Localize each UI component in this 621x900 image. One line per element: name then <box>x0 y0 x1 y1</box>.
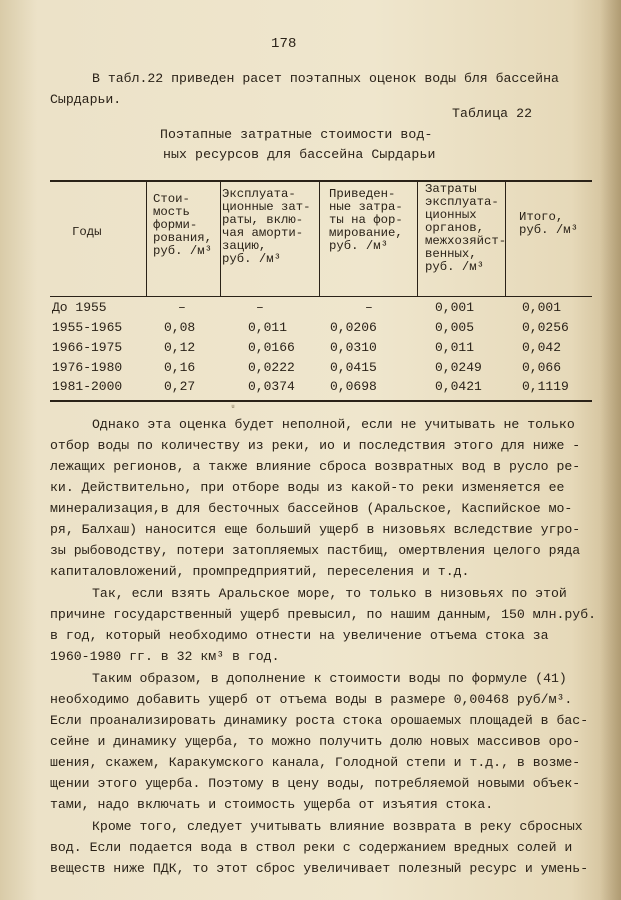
text-line: ки. Действительно, при отборе воды из какой-то реки изменяется ее <box>50 480 565 495</box>
page-number: 178 <box>271 36 297 52</box>
cell-value: 0,0421 <box>435 379 482 394</box>
cell-value: 0,001 <box>435 300 475 315</box>
cell-year: 1955-1965 <box>52 320 123 335</box>
column-header-operating-bodies: Затраты эксплуата- ционных органов, межхозяйст- венных, руб. /м³ <box>425 182 507 274</box>
cell-value: 0,1119 <box>522 379 569 394</box>
text-line: капиталовложений, промпредприятий, переселения и т.д. <box>50 564 470 579</box>
text-line: вод. Если подается вода в ствол реки с содержанием вредных солей и <box>50 840 573 855</box>
cell-value: 0,0374 <box>248 379 295 394</box>
cell-value: 0,066 <box>522 360 562 375</box>
text-line: Сырдарьи. <box>50 92 122 107</box>
text-line: Если проанализировать динамику роста стока орошаемых площадей в бас- <box>50 713 589 728</box>
cell-value: 0,0698 <box>330 379 377 394</box>
column-header-total: Итого, руб. /м³ <box>519 210 579 237</box>
cell-year: 1981-2000 <box>52 379 123 394</box>
cell-value: 0,011 <box>248 320 288 335</box>
cell-value: 0,0206 <box>330 320 377 335</box>
text-line: зы рыбоводству, потери затопляемых пастбищ, омертвления целого ряда <box>50 543 581 558</box>
table-top-rule <box>50 180 592 182</box>
cell-value: 0,001 <box>522 300 562 315</box>
table-title-line: Поэтапные затратные стоимости вод- <box>160 127 433 142</box>
cell-value: – <box>256 300 264 315</box>
cell-value: – <box>365 300 373 315</box>
cell-value: 0,0310 <box>330 340 377 355</box>
table-bottom-rule <box>50 400 592 402</box>
column-header-reduced-costs: Приведен- ные затра- ты на фор- мирование, руб. /м³ <box>329 187 403 253</box>
column-header-operating-costs: Эксплуата- ционные зат- раты, вклю- чая аморти- зацию, руб. /м³ <box>222 187 311 266</box>
text-line: ря, Балхаш) наносится еще больший ущерб в низовьях вследствие угро- <box>50 522 581 537</box>
column-divider <box>146 180 147 297</box>
text-line: необходимо добавить ущерб от отъема воды в размере 0,00468 руб/м³. <box>50 692 573 707</box>
cell-value: 0,27 <box>164 379 196 394</box>
cell-value: 0,0166 <box>248 340 295 355</box>
cell-value: 0,08 <box>164 320 196 335</box>
text-line: шения, скажем, Каракумского канала, Голодной степи и т.д., в возме- <box>50 755 581 770</box>
cell-value: 0,0256 <box>522 320 569 335</box>
cell-year: 1976-1980 <box>52 360 123 375</box>
table-caption: Таблица 22 <box>452 106 533 121</box>
text-line: Кроме того, следует учитывать влияние возврата в реку сбросных <box>92 819 583 834</box>
cell-value: 0,011 <box>435 340 475 355</box>
text-line: сейне и динамику ущерба, то можно получить долю новых массивов оро- <box>50 734 581 749</box>
cell-value: 0,16 <box>164 360 196 375</box>
cell-year: До 1955 <box>52 300 107 315</box>
cell-year: 1966-1975 <box>52 340 123 355</box>
cell-value: 0,0222 <box>248 360 295 375</box>
cell-value: 0,042 <box>522 340 562 355</box>
text-line: минерализация,в для бесточных бассейнов (Аральское, Каспийское мо- <box>50 501 573 516</box>
cell-value: 0,0415 <box>330 360 377 375</box>
text-line: щении этого ущерба. Поэтому в цену воды, потребляемой новыми объек- <box>50 776 581 791</box>
text-line: Таким образом, в дополнение к стоимости воды по формуле (41) <box>92 671 567 686</box>
table-title-line: ных ресурсов для бассейна Сырдарьи <box>163 147 436 162</box>
column-header-formation-cost: Стои- мость форми- рования, руб. /м³ <box>153 192 213 258</box>
text-line: 1960-1980 гг. в 32 км³ в год. <box>50 649 280 664</box>
cell-value: 0,0249 <box>435 360 482 375</box>
column-header-years: Годы <box>72 225 102 239</box>
text-line: Так, если взять Аральское море, то только в низовьях по этой <box>92 586 567 601</box>
text-line: В табл.22 приведен расет поэтапных оценок воды бля бассейна <box>92 71 559 86</box>
column-divider <box>417 180 418 297</box>
text-line: Однако эта оценка будет неполной, если не учитывать не только <box>92 417 575 432</box>
column-divider <box>319 180 320 297</box>
text-line: в год, который необходимо отнести на увеличение отъема стока за <box>50 628 549 643</box>
text-line: лежащих регионов, а также влияние сброса возвратных вод в русло ре- <box>50 459 581 474</box>
text-line: тами, надо включать и стоимость ущерба от изъятия стока. <box>50 797 494 812</box>
cell-value: – <box>178 300 186 315</box>
column-divider <box>220 180 221 297</box>
text-line: отбор воды по количеству из реки, ио и последствия этого для ниже - <box>50 438 581 453</box>
cell-value: 0,005 <box>435 320 475 335</box>
text-line: веществ ниже ПДК, то этот сброс увеличивает полезный ресурс и умень- <box>50 861 589 876</box>
cell-value: 0,12 <box>164 340 196 355</box>
page-binding-shadow <box>600 0 621 900</box>
text-line: причине государственный ущерб превысил, по нашим данным, 150 млн.руб. <box>50 607 597 622</box>
table-header-rule <box>50 296 592 297</box>
